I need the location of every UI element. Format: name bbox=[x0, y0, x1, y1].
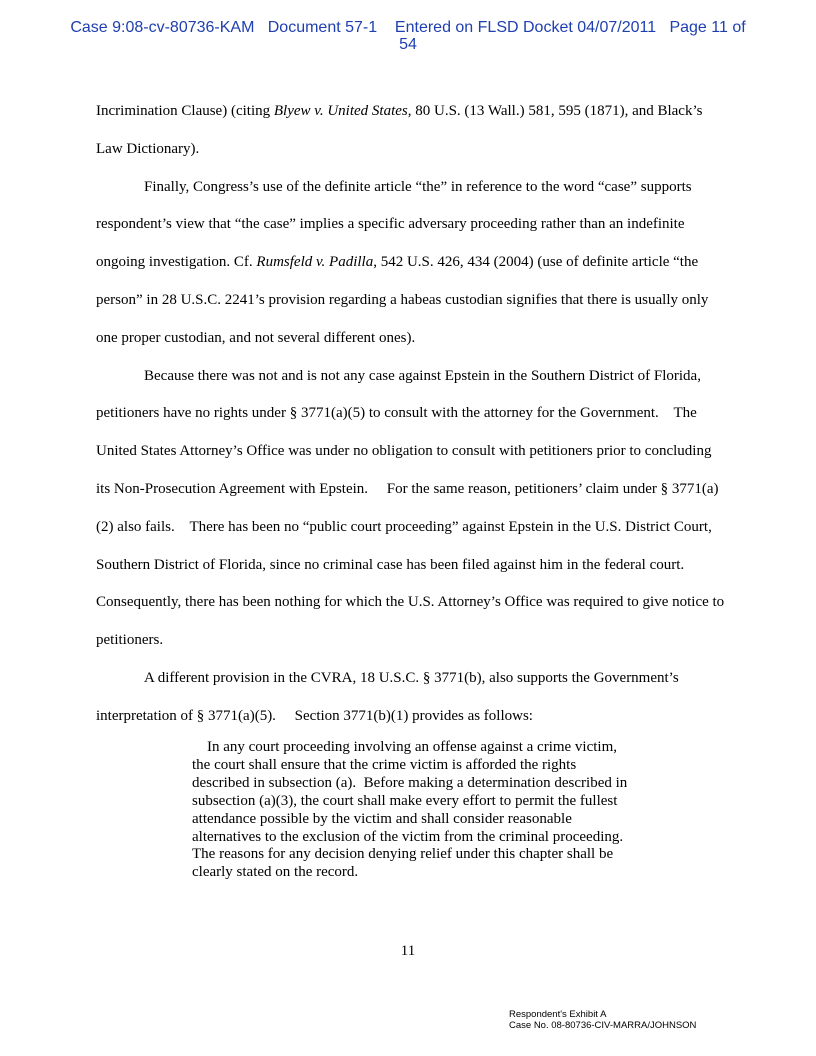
paragraph-2-text-a: Finally, Congress’s use of the definite article “the” in reference to the word “case” supports respondent’s view that “the case” implies a specific adversary proceeding rather than an indefinite ongoing investigation. Cf. bbox=[96, 178, 692, 271]
paragraph-1-text-a: Incrimination Clause) (citing bbox=[96, 103, 274, 119]
docket-header-line: Case 9:08-cv-80736-KAM Document 57-1 Entered on FLSD Docket 04/07/2011 Page 11 of bbox=[70, 19, 746, 36]
block-quote-text: In any court proceeding involving an offense against a crime victim, the court shall ensure that the crime victim is afforded the rights described in subsection (a). Before making a determination described in subsection (a)(3), the court shall make every effort to permit the fullest attendance possible by the victim and shall consider reasonable alternatives to the exclusion of the victim from the criminal proceeding. The reasons for any decision denying relief under this chapter shall be clearly stated on the record. bbox=[192, 739, 632, 881]
body-text bbox=[96, 93, 726, 736]
paragraph-3: Because there was not and is not any case against Epstein in the Southern District of Florida, petitioners have no rights under § 3771(a)(5) to consult with the attorney for the Government. The United States Attorney’s Office was under no obligation to consult with petitioners prior to concluding its Non-Prosecution Agreement with Epstein. For the same reason, petitioners’ claim under § 3771(a)(2) also fails. There has been no “public court proceeding” against Epstein in the U.S. District Court, Southern District of Florida, since no criminal case has been filed against him in the federal court. Consequently, there has been nothing for which the U.S. Attorney’s Office was required to give notice to petitioners. bbox=[96, 367, 728, 649]
paragraph-4: A different provision in the CVRA, 18 U.S.C. § 3771(b), also supports the Government’s interpretation of § 3771(a)(5). Section 3771(b)(1) provides as follows: bbox=[96, 669, 683, 724]
paragraph-1-text-b: , 80 U.S. (13 Wall.) 581, 595 (1871), and Black’s Law Dictionary). bbox=[96, 103, 703, 157]
exhibit-stamp bbox=[509, 1009, 696, 1031]
paragraph-1 bbox=[96, 93, 726, 169]
case-citation-rumsfeld: Rumsfeld v. Padilla bbox=[256, 254, 374, 271]
docket-header-page-total: 54 bbox=[399, 36, 417, 53]
exhibit-case-number: Case No. 08-80736-CIV-MARRA/JOHNSON bbox=[509, 1020, 697, 1031]
page-number: 11 bbox=[400, 943, 416, 959]
paragraph-2 bbox=[96, 169, 726, 358]
block-quote bbox=[192, 739, 632, 882]
case-citation-blyew: Blyew v. United States bbox=[273, 103, 408, 119]
exhibit-label: Respondent's Exhibit A bbox=[509, 1009, 607, 1020]
docket-header bbox=[60, 19, 756, 53]
paragraph-2-text-b: , 542 U.S. 426, 434 (2004) (use of definite article “the person” in 28 U.S.C. 2241’s provision regarding a habeas custodian signifies that there is usually only one proper custodian, and not several different ones). bbox=[96, 254, 709, 346]
